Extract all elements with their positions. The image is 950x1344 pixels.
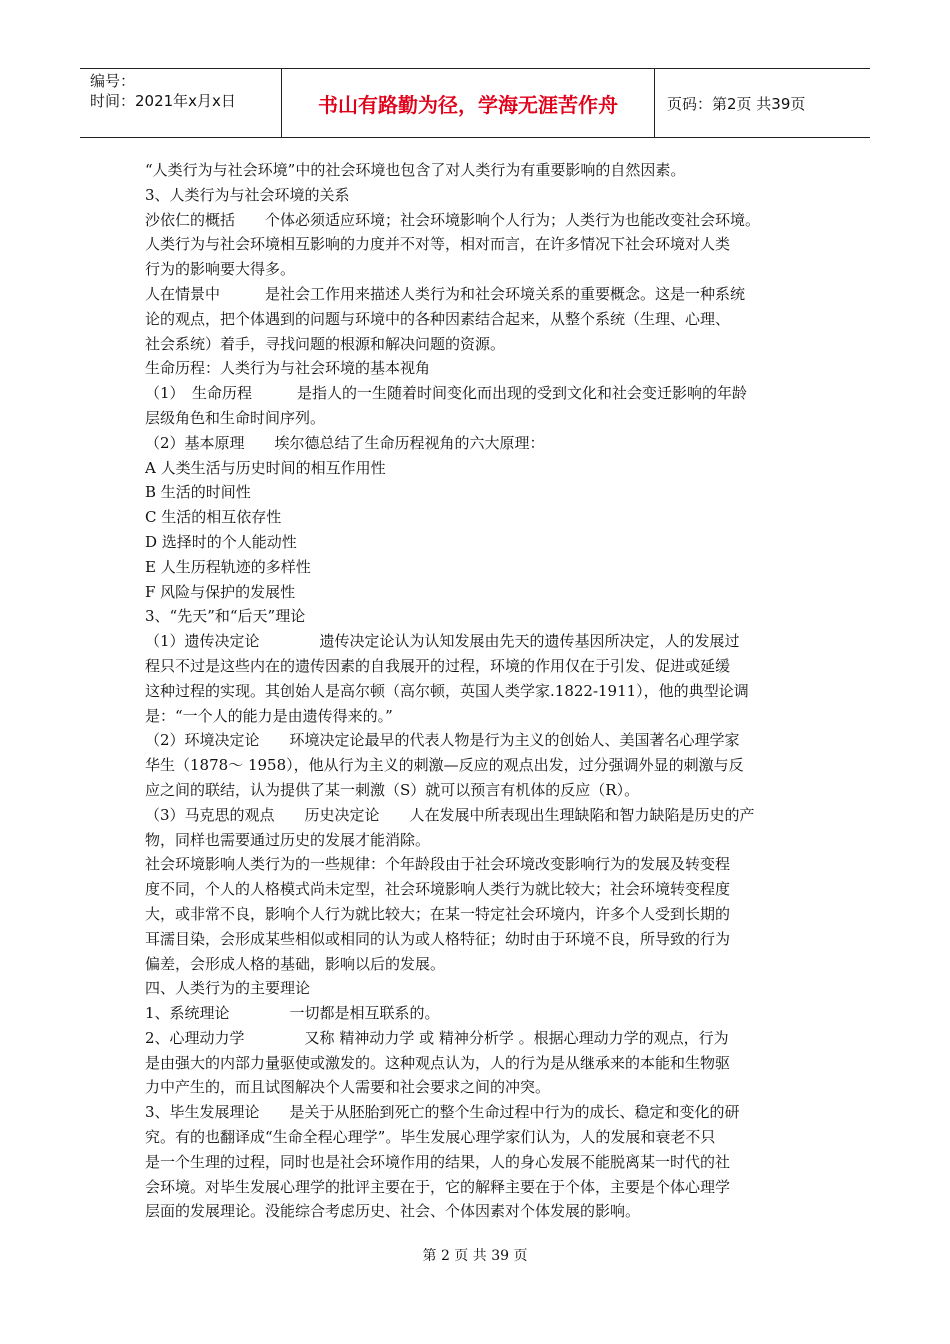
- text-line: （1） 生命历程 是指人的一生随着时间变化而出现的受到文化和社会变迁影响的年龄: [145, 384, 748, 403]
- time-label: 时间：2021年x月x日: [90, 92, 236, 110]
- text-line: 沙依仁的概括 个体必须适应环境；社会环境影响个人行为；人类行为也能改变社会环境。: [145, 210, 761, 229]
- header-page-info: 页码：第2页 共39页: [667, 94, 806, 113]
- text-line: 3、“先天”和“后天”理论: [145, 607, 306, 626]
- text-line: 程只不过是这些内在的遗传因素的自我展开的过程，环境的作用仅在于引发、促进或延缓: [145, 656, 731, 675]
- text-line: 是：“一个人的能力是由遗传得来的。”: [145, 706, 393, 725]
- text-line: 生命历程：人类行为与社会环境的基本视角: [145, 359, 431, 378]
- header-meta: [80, 69, 282, 137]
- text-line: D 选择时的个人能动性: [145, 532, 297, 551]
- text-line: （3）马克思的观点 历史决定论 人在发展中所表现出生理缺陷和智力缺陷是历史的产: [145, 805, 755, 824]
- text-line: 是由强大的内部力量驱使或激发的。这种观点认为，人的行为是从继承来的本能和生物驱: [145, 1053, 731, 1072]
- text-line: B 生活的时间性: [145, 483, 251, 502]
- text-line: 度不同，个人的人格模式尚未定型，社会环境影响人类行为就比较大；社会环境转变程度: [145, 880, 731, 899]
- text-line: 四、人类行为的主要理论: [145, 979, 311, 998]
- page-footer: 第 2 页 共 39 页: [422, 1248, 528, 1264]
- text-line: 社会环境影响人类行为的一些规律：个年龄段由于社会环境改变影响行为的发展及转变程: [145, 855, 731, 874]
- text-line: “人类行为与社会环境”中的社会环境也包含了对人类行为有重要影响的自然因素。: [145, 161, 686, 179]
- code-label: 编号：: [90, 72, 136, 90]
- text-line: 人在情景中 是社会工作用来描述人类行为和社会环境关系的重要概念。这是一种系统: [145, 284, 746, 303]
- text-line: F 风险与保护的发展性: [145, 582, 296, 601]
- text-line: 1、系统理论 一切都是相互联系的。: [145, 1004, 440, 1023]
- text-line: 会环境。对毕生发展心理学的批评主要在于，它的解释主要在于个体，主要是个体心理学: [145, 1177, 731, 1196]
- text-line: （1）遗传决定论 遗传决定论认为认知发展由先天的遗传基因所决定，人的发展过: [145, 632, 740, 651]
- text-line: 人类行为与社会环境相互影响的力度并不对等，相对而言，在许多情况下社会环境对人类: [145, 235, 731, 254]
- text-line: 偏差，会形成人格的基础，影响以后的发展。: [145, 954, 446, 973]
- text-line: 社会系统）着手，寻找问题的根源和解决问题的资源。: [145, 334, 506, 353]
- text-line: 层级角色和生命时间序列。: [145, 408, 326, 427]
- text-line: 3、毕生发展理论 是关于从胚胎到死亡的整个生命过程中行为的成长、稳定和变化的研: [145, 1103, 740, 1122]
- text-line: 论的观点，把个体遇到的问题与环境中的各种因素结合起来，从整个系统（生理、心理、: [145, 309, 731, 328]
- text-line: 耳濡目染，会形成某些相似或相同的认为或人格特征；幼时由于环境不良，所导致的行为: [145, 929, 731, 948]
- page-header: [80, 68, 870, 138]
- text-line: 2、心理动力学 又称 精神动力学 或 精神分析学 。根据心理动力学的观点，行为: [145, 1028, 729, 1047]
- text-line: C 生活的相互依存性: [145, 508, 282, 527]
- document-body: [145, 158, 813, 1224]
- text-line: 究。有的也翻译成“生命全程心理学”。毕生发展心理学家们认为，人的发展和衰老不只: [145, 1128, 716, 1147]
- text-line: 大，或非常不良，影响个人行为就比较大；在某一特定社会环境内，许多个人受到长期的: [145, 904, 731, 923]
- text-line: 行为的影响要大得多。: [145, 260, 296, 279]
- text-line: （2）环境决定论 环境决定论最早的代表人物是行为主义的创始人、美国著名心理学家: [145, 731, 740, 750]
- text-line: E 人生历程轨迹的多样性: [145, 557, 311, 576]
- text-line: A 人类生活与历史时间的相互作用性: [145, 458, 386, 477]
- text-line: （2）基本原理 埃尔德总结了生命历程视角的六大原理：: [145, 433, 545, 452]
- text-line: 层面的发展理论。没能综合考虑历史、社会、个体因素对个体发展的影响。: [145, 1202, 641, 1221]
- text-line: 物，同样也需要通过历史的发展才能消除。: [145, 830, 431, 849]
- text-line: 3、人类行为与社会环境的关系: [145, 185, 350, 204]
- text-line: 这种过程的实现。其创始人是高尔顿（高尔顿，英国人类学家.1822-1911），他的典型论调: [145, 681, 749, 700]
- text-line: 华生（1878～ 1958），他从行为主义的刺激—反应的观点出发，过分强调外显的刺激与反: [145, 756, 744, 775]
- text-line: 是一个生理的过程，同时也是社会环境作用的结果，人的身心发展不能脱离某一时代的社: [145, 1152, 731, 1171]
- header-motto: 书山有路勤为径，学海无涯苦作舟: [282, 69, 655, 137]
- text-line: 应之间的联结，认为提供了某一刺激（S）就可以预言有机体的反应（R）。: [145, 780, 640, 799]
- text-line: 力中产生的，而且试图解决个人需要和社会要求之间的冲突。: [145, 1078, 551, 1097]
